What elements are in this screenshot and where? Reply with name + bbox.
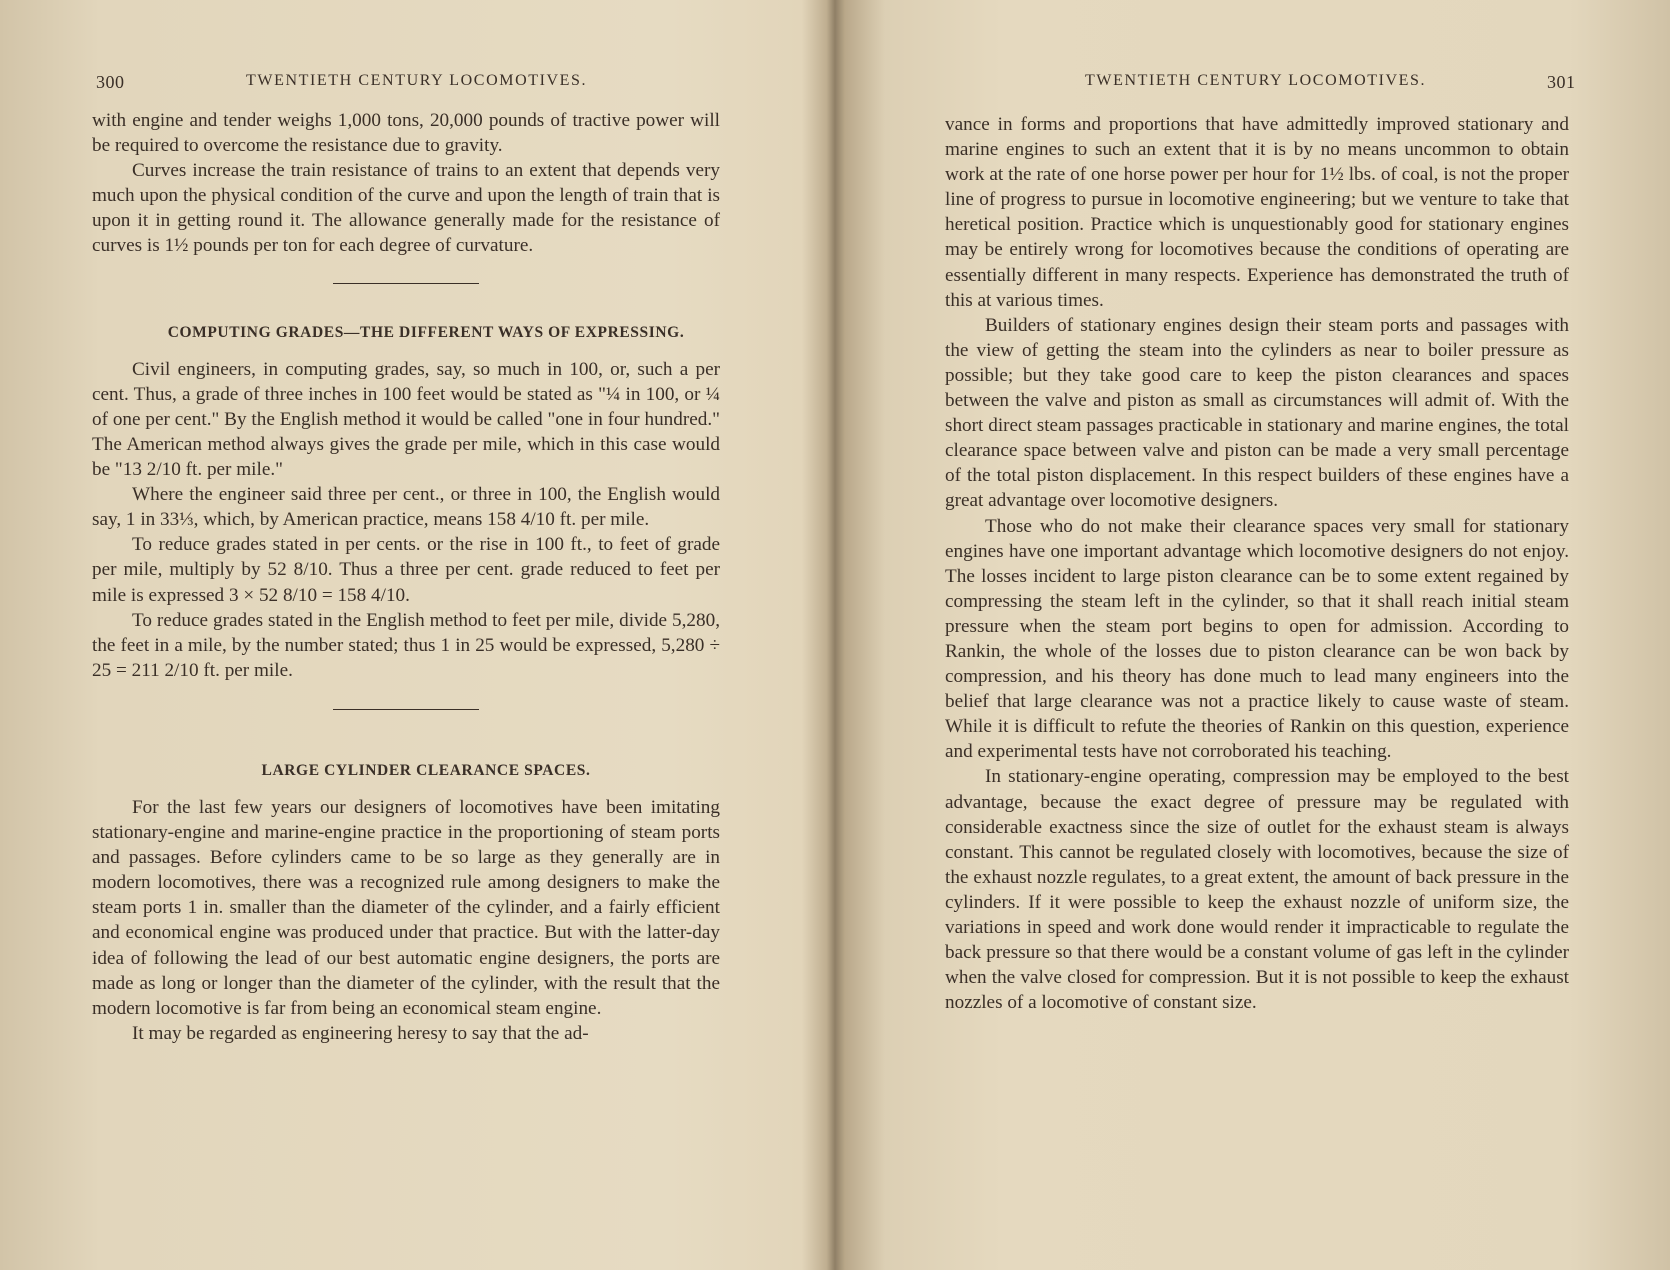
paragraph-three-per-cent: Where the engineer said three per cent., or three in 100, the English would say, 1 in 33⅓, which, by American practice, means 158 4/10 ft. per mile.: [92, 484, 720, 531]
left-page-body: [92, 108, 720, 1046]
paragraph-reduce-per-cent: To reduce grades stated in per cents. or the rise in 100 ft., to feet of grade per mile, multiply by 52 8/10. Thus a three per cent. grade reduced to feet per mile is expressed 3 × 52 8/10 = 158 4/10.: [92, 534, 720, 606]
running-title-left: TWENTIETH CENTURY LOCOMOTIVES.: [246, 72, 588, 89]
right-page-body: [945, 112, 1569, 1015]
page-number-right: 301: [1547, 72, 1576, 92]
paragraph-compression: Those who do not make their clearance spaces very small for stationary engines have one important advantage which locomotive designers do not enjoy. The losses incident to large piston clearance can be to some extent regained by compressing the steam left in the cylinder, so that it shall reach initial steam pressure when the steam port begins to open for admission. According to Rankin, the whole of the losses due to piston clearance can be won back by compression, and his theory has done much to lead many engineers into the belief that large clearance was not a practice likely to cause waste of steam. While it is difficult to refute the theories of Rankin on this question, experience and experimental tests have not corroborated his teaching.: [945, 515, 1569, 763]
left-page: [0, 0, 830, 1270]
heading-computing-grades: COMPUTING GRADES—THE DIFFERENT WAYS OF EXPRESSING.: [167, 323, 685, 341]
paragraph-heresy: It may be regarded as engineering heresy to say that the ad-: [132, 1022, 589, 1044]
paragraph-gravity: with engine and tender weighs 1,000 tons, 20,000 pounds of tractive power will be required to overcome the resistance due to gravity.: [92, 110, 720, 157]
right-page: [835, 0, 1670, 1270]
paragraph-stationary-operating: In stationary-engine operating, compression may be employed to the best advantage, because the exact degree of pressure may be regulated with considerable exactness since the size of outlet for the exhaust steam is always constant. This cannot be regulated closely with locomotives, because the size of the exhaust nozzle regulates, to a great extent, the amount of back pressure in the cylinders. If it were possible to keep the exhaust nozzle of uniform size, the variations in speed and work done would render it impracticable to regulate the back pressure so that there would be a constant volume of gas left in the cylinder when the valve closed for compression. But it is not possible to keep the exhaust nozzles of a locomotive of constant size.: [945, 766, 1569, 1014]
paragraph-builders: Builders of stationary engines design their steam ports and passages with the view of getting the steam into the cylinders as near to boiler pressure as possible; but they take good care to keep the piston clearances and spaces between the valve and piston as small as circumstances will admit of. With the short direct steam passages practicable in stationary and marine engines, the total clearance space between valve and piston can be made a very small percentage of the total piston displacement. In this respect builders of these engines have a great advantage over locomotive designers.: [945, 314, 1569, 512]
paragraph-curves: Curves increase the train resistance of trains to an extent that depends very much upon the physical condition of the curve and upon the length of train that is upon it in getting round it. The allowance generally made for the resistance of curves is 1½ pounds per ton for each degree of curvature.: [92, 160, 720, 257]
page-number-left: 300: [96, 72, 125, 92]
heading-clearance-spaces: LARGE CYLINDER CLEARANCE SPACES.: [261, 761, 591, 779]
running-title-right: TWENTIETH CENTURY LOCOMOTIVES.: [1085, 72, 1427, 89]
paragraph-reduce-english: To reduce grades stated in the English method to feet per mile, divide 5,280, the feet in a mile, by the number stated; thus 1 in 25 would be expressed, 5,280 ÷ 25 = 211 2/10 ft. per mile.: [92, 609, 720, 681]
paragraph-civil-engineers: Civil engineers, in computing grades, say, so much in 100, or, such a per cent. Thus, a grade of three inches in 100 feet would be stated as "¼ in 100, or ¼ of one per cent." By the English method it would be called "one in four hundred." The American method always gives the grade per mile, which in this case would be "13 2/10 ft. per mile.": [92, 358, 720, 481]
paragraph-advance: vance in forms and proportions that have admittedly improved stationary and marine engines to such an extent that it is by no means uncommon to obtain work at the rate of one horse power per hour for 1½ lbs. of coal, is not the proper line of progress to pursue in locomotive engineering; but we venture to take that heretical position. Practice which is unquestionably good for stationary engines may be entirely wrong for locomotives because the conditions of operating are essentially different in many respects. Experience has demonstrated the truth of this at various times.: [945, 114, 1569, 311]
paragraph-last-few-years: For the last few years our designers of locomotives have been imitating stationary-engine and marine-engine practice in the proportioning of steam ports and passages. Before cylinders came to be so large as they generally are in modern locomotives, there was a recognized rule among designers to make the steam ports 1 in. smaller than the diameter of the cylinder, and a fairly efficient and economical engine was produced under that practice. But with the latter-day idea of following the lead of our best automatic engine designers, the ports are made as long or longer than the diameter of the cylinder, with the result that the modern locomotive is far from being an economical steam engine.: [92, 796, 720, 1019]
